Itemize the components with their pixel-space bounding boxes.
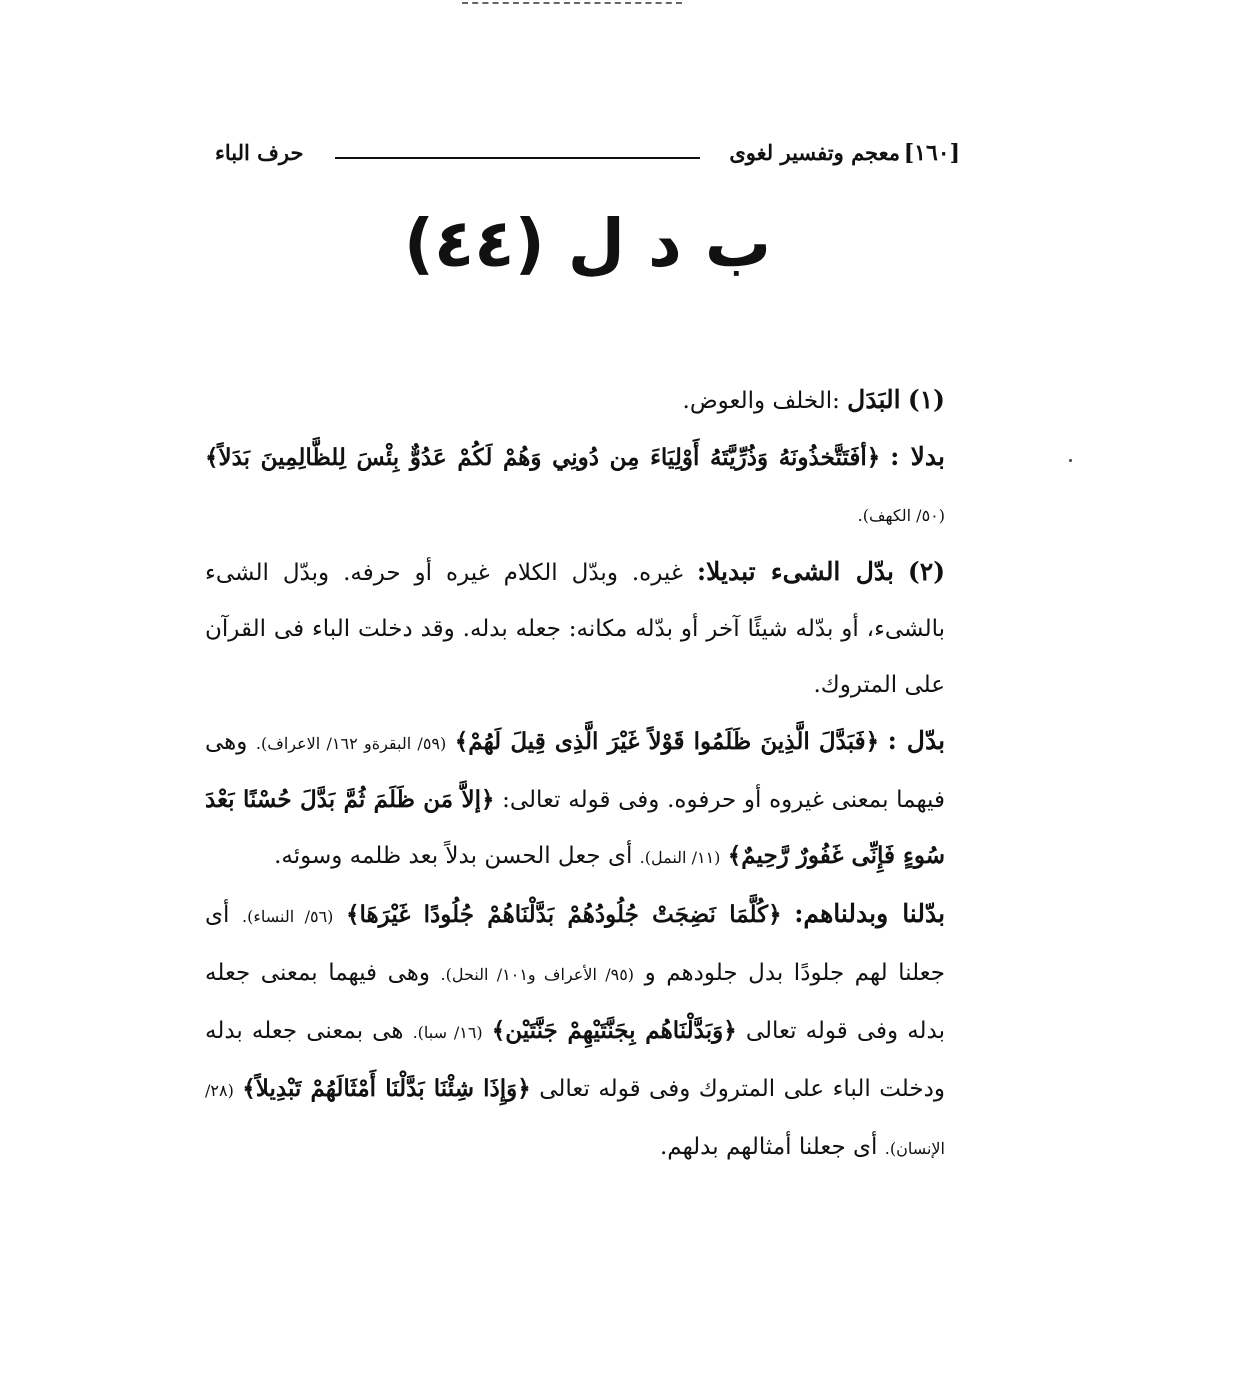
sense-number: (٢) (907, 557, 946, 586)
paragraph-1 (205, 372, 945, 429)
usage-lead: بدّلنا وبدلناهم: (794, 899, 946, 928)
definition: غيره. وبدّل الكلام غيره أو حرفه. وبدّل الشىء بالشىء، أو بدّله شيئًا آخر أو بدّله مكانه: جعله بدله. وقد دخلت الباء فى القرآن على المتروك. (205, 560, 945, 698)
page-number: [١٦٠] (903, 140, 960, 166)
quran-verse: ﴿وَبَدَّلْنَاهُم بِجَنَّتَيْهِمْ جَنَّتَيْن﴾ (491, 1017, 737, 1044)
quran-verse: ﴿كُلَّمَا نَضِجَتْ جُلُودُهُمْ بَدَّلْنَاهُمْ جُلُودًا غَيْرَهَا﴾ (346, 901, 782, 928)
paragraph-2 (205, 429, 945, 544)
usage-lead: بدّل : (887, 726, 946, 755)
explanation: أى جعل الحسن بدلاً بعد ظلمه وسوئه. (274, 843, 633, 869)
verse-reference: (١١/ النمل). (639, 848, 721, 867)
verse-reference: (٩٥/ الأعراف و١٠١/ النحل). (440, 965, 635, 984)
quran-verse: ﴿وَإِذَا شِئْنَا بَدَّلْنَا أَمْثَالَهُمْ تَبْدِيلاً﴾ (242, 1075, 531, 1102)
scan-speck (1069, 459, 1072, 462)
headword: بدّل الشىء تبديلا: (696, 557, 894, 586)
definition: :الخلف والعوض. (682, 388, 840, 414)
explanation: أى جعلنا أمثالهم بدلهم. (659, 1134, 878, 1160)
paragraph-3 (205, 544, 945, 713)
verse-reference: (٥٠/ الكهف). (857, 506, 945, 525)
book-title: معجم وتفسير لغوى (729, 140, 900, 165)
quran-verse: ﴿أفَتَتَّخذُونَهُ وَذُرِّيَّتَهُ أَوْلِيَاءَ مِن دُونِي وَهُمْ لَكُمْ عَدُوٌّ بِئْسَ لِلظَّالِمِينَ بَدَلاً﴾ (205, 444, 881, 471)
verse-reference: (١٦/ سبا). (412, 1023, 483, 1042)
usage-lead: بدلا : (890, 442, 945, 471)
verse-reference: (٥٩/ البقرةو ١٦٢/ الاعراف). (255, 734, 447, 753)
headword: البَدَل (847, 385, 901, 414)
header-rule (335, 157, 700, 159)
verse-reference: (٢٨/ الإنسان). (205, 1081, 945, 1158)
sense-number: (١) (907, 385, 945, 414)
explanation: أى جعلنا لهم جلودًا بدل جلودهم و (205, 902, 945, 986)
quran-verse: ﴿إلاَّ مَن ظَلَمَ ثُمَّ بَدَّلَ حُسْنًا بَعْدَ سُوءٍ فَإِنِّى غَفُورٌ رَّحِيمٌ﴾ (205, 786, 945, 869)
entry-title: ب د ل (٤٤) (403, 205, 772, 282)
page-header (215, 140, 960, 180)
verse-reference: (٥٦/ النساء). (242, 907, 334, 926)
page-top-border (462, 2, 682, 4)
explanation: هى بمعنى جعله بدله ودخلت الباء على المتروك وفى قوله تعالى (205, 1018, 945, 1102)
entry-body (205, 372, 945, 1312)
section-title: حرف الباء (215, 140, 304, 165)
paragraph-4 (205, 713, 945, 886)
explanation: وهى فيهما بمعنى غيروه أو حرفوه. وفى قوله تعالى: (205, 729, 945, 813)
quran-verse: ﴿فَبَدَّلَ الَّذِينَ ظَلَمُوا قَوْلاً غَيْرَ الَّذِى قِيلَ لَهُمْ﴾ (454, 728, 880, 755)
paragraph-5 (205, 886, 945, 1177)
explanation: وهى فيهما بمعنى جعله بدله وفى قوله تعالى (205, 960, 946, 1044)
